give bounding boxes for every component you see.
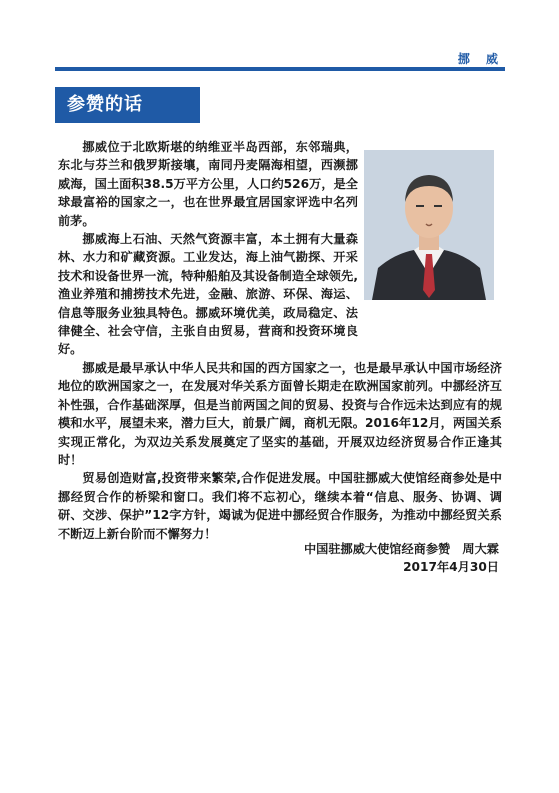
paragraph-geography: 挪威位于北欧斯堪的纳维亚半岛西部，东邻瑞典，东北与芬兰和俄罗斯接壤，南同丹麦隔海相望，西濒挪威海，国土面积38.5万平方公里，人口约526万，是全球最富裕的国家之一，也在世界最宜居国家评选中名列前茅。 <box>58 140 358 228</box>
header-section-label: 挪 威 <box>457 52 504 66</box>
paragraph-cooperation: 贸易创造财富,投资带来繁荣,合作促进发展。中国驻挪威大使馆经商参处是中挪经贸合作的桥梁和窗口。我们将不忘初心，继续本着“信息、服务、协调、调研、交涉、保护”12字方针，竭诚为促进中挪经贸合作服务，为推动中挪经贸关系不断迈上新台阶而不懈努力！ <box>58 471 502 541</box>
signature-name: 中国驻挪威大使馆经商参赞 周大霖 <box>304 542 499 556</box>
signature-block <box>304 540 499 577</box>
body-text <box>58 138 502 543</box>
header-rule <box>55 67 505 71</box>
signature-date: 2017年4月30日 <box>403 560 499 575</box>
paragraph-relations: 挪威是最早承认中华人民共和国的西方国家之一，也是最早承认中国市场经济地位的欧洲国家之一，在发展对华关系方面曾长期走在欧洲国家前列。中挪经济互补性强，合作基础深厚，但是当前两国之间的贸易、投资与合作远未达到应有的规模和水平，展望未来，潜力巨大，前景广阔，商机无限。2016年12月，两国关系实现正常化，为双边关系发展奠定了坚实的基础，开展双边经济贸易合作正逢其时！ <box>58 360 502 467</box>
paragraph-resources: 挪威海上石油、天然气资源丰富，本土拥有大量森林、水力和矿藏资源。工业发达，海上油气勘探、开采技术和设备世界一流，特种船舶及其设备制造全球领先,渔业养殖和捕捞技术先进，金融、旅游、环保、海运、信息等服务业独具特色。挪威环境优美，政局稳定、法律健全、社会守信，主张自由贸易，营商和投资环境良好。 <box>58 232 358 357</box>
portrait-spacer <box>362 138 502 328</box>
section-title: 参赞的话 <box>55 87 200 123</box>
